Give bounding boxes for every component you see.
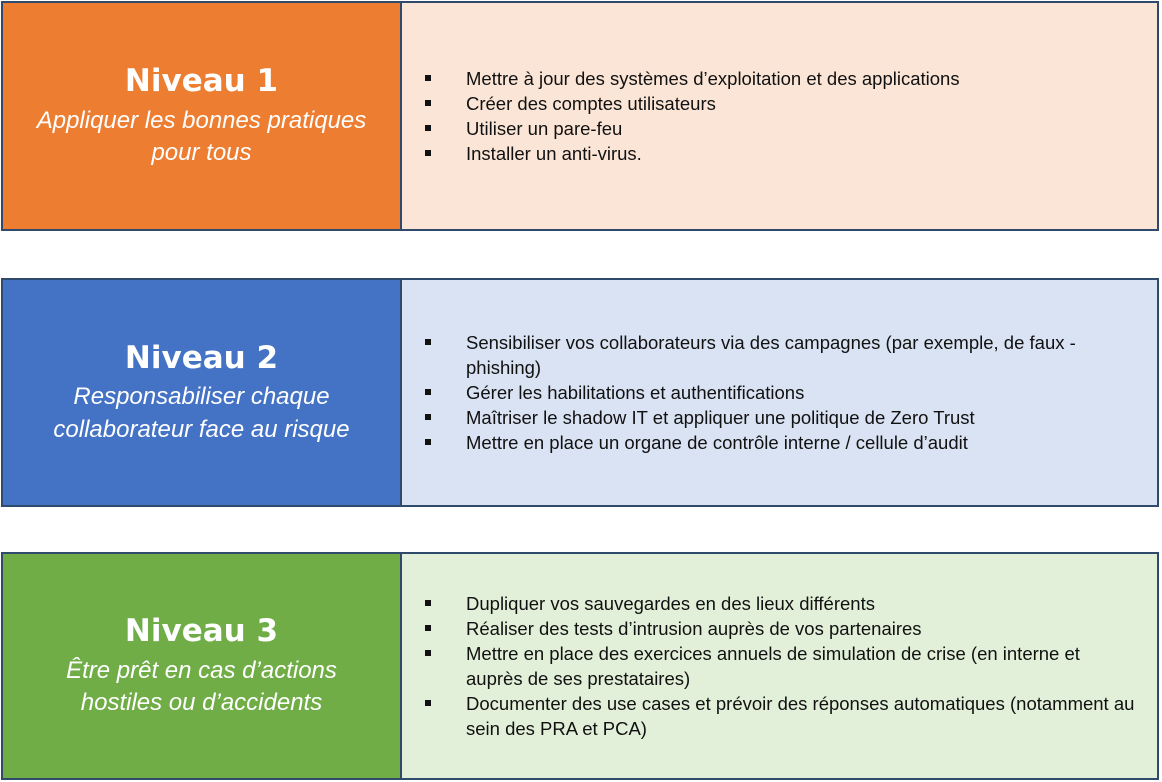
bullet-square-icon: [425, 650, 431, 656]
bullet-square-icon: [425, 100, 431, 106]
level-2-title: Niveau 2: [124, 339, 279, 376]
level-1-subtitle: Appliquer les bonnes pratiques pour tous: [36, 106, 367, 167]
level-3-title: Niveau 3: [124, 613, 279, 650]
bullet-square-icon: [425, 75, 431, 81]
level-2-header: [3, 280, 402, 505]
bullet-square-icon: [425, 389, 431, 395]
list-item: [422, 591, 1137, 616]
list-item-text: Sensibiliser vos collaborateurs via des campagnes (par exemple, de faux - phishing): [466, 332, 1076, 378]
level-1-block: [1, 1, 1159, 231]
bullet-square-icon: [425, 125, 431, 131]
list-item-text: Mettre en place des exercices annuels de simulation de crise (en interne et auprès de ses prestataires): [466, 643, 1080, 689]
bullet-square-icon: [425, 150, 431, 156]
bullet-square-icon: [425, 700, 431, 706]
list-item-text: Réaliser des tests d’intrusion auprès de vos partenaires: [466, 618, 922, 639]
list-item: [422, 66, 1137, 91]
bullet-square-icon: [425, 600, 431, 606]
level-2-list: [422, 330, 1137, 455]
level-1-header: [3, 3, 402, 229]
list-item-text: Gérer les habilitations et authentifications: [466, 382, 805, 403]
level-3-subtitle: Être prêt en cas d’actions hostiles ou d’accidents: [66, 656, 337, 717]
bullet-square-icon: [425, 439, 431, 445]
list-item-text: Documenter des use cases et prévoir des réponses automatiques (notamment au sein des PRA et PCA): [466, 693, 1135, 739]
list-item-text: Maîtriser le shadow IT et appliquer une politique de Zero Trust: [466, 407, 975, 428]
level-3-header: [3, 554, 402, 778]
list-item-text: Dupliquer vos sauvegardes en des lieux différents: [466, 593, 875, 614]
level-3-body: [402, 554, 1157, 778]
level-1-list: [422, 66, 1137, 166]
bullet-square-icon: [425, 625, 431, 631]
list-item-text: Installer un anti-virus.: [466, 143, 642, 164]
level-3-block: [1, 552, 1159, 780]
list-item: [422, 141, 1137, 166]
list-item: [422, 91, 1137, 116]
bullet-square-icon: [425, 339, 431, 345]
list-item: [422, 380, 1137, 405]
level-1-body: [402, 3, 1157, 229]
level-2-subtitle: Responsabiliser chaque collaborateur face au risque: [53, 383, 350, 443]
list-item: [422, 616, 1137, 641]
bullet-square-icon: [425, 414, 431, 420]
level-2-block: [1, 278, 1159, 507]
list-item: [422, 330, 1137, 380]
level-1-title: Niveau 1: [124, 63, 279, 100]
list-item: [422, 430, 1137, 455]
list-item: [422, 116, 1137, 141]
list-item: [422, 405, 1137, 430]
level-3-list: [422, 591, 1137, 741]
list-item-text: Mettre à jour des systèmes d’exploitation et des applications: [466, 68, 960, 89]
level-2-body: [402, 280, 1157, 505]
list-item: [422, 691, 1137, 741]
list-item: [422, 641, 1137, 691]
list-item-text: Mettre en place un organe de contrôle interne / cellule d’audit: [466, 432, 968, 453]
list-item-text: Créer des comptes utilisateurs: [466, 93, 716, 114]
list-item-text: Utiliser un pare-feu: [466, 118, 623, 139]
